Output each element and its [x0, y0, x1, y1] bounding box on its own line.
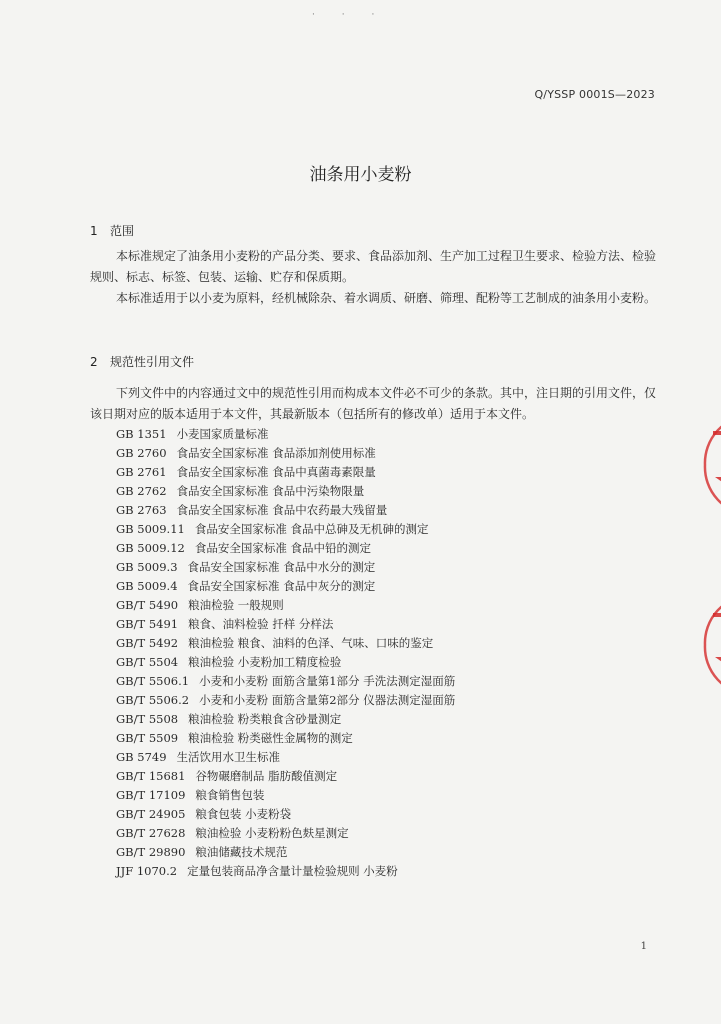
reference-code: GB/T 5491	[116, 617, 179, 631]
reference-item	[116, 805, 656, 824]
section-1-paragraph-1: 本标准规定了油条用小麦粉的产品分类、要求、食品添加剂、生产加工过程卫生要求、检验方法、检验规则、标志、标签、包装、运输、贮存和保质期。	[90, 249, 657, 284]
reference-item	[116, 786, 656, 805]
reference-item	[116, 482, 656, 501]
reference-name: 粮食包装 小麦粉袋	[195, 807, 292, 821]
reference-item	[116, 729, 656, 748]
reference-code: GB 1351	[116, 427, 167, 441]
reference-item	[116, 634, 656, 653]
reference-item	[116, 425, 656, 444]
reference-item	[116, 558, 656, 577]
reference-item	[116, 767, 656, 786]
reference-item	[116, 653, 656, 672]
reference-code: GB/T 5509	[116, 731, 179, 745]
section-1-heading	[90, 222, 134, 239]
reference-item	[116, 843, 656, 862]
reference-name: 粮油检验 小麦粉粉色麸星测定	[195, 826, 349, 840]
reference-name: 小麦国家质量标准	[176, 427, 269, 441]
reference-code: GB 5009.11	[116, 522, 185, 536]
reference-code: GB/T 29890	[116, 845, 186, 859]
reference-code: GB/T 5508	[116, 712, 179, 726]
reference-name: 粮油检验 粉类磁性金属物的测定	[188, 731, 353, 745]
reference-code: GB/T 5506.2	[116, 693, 190, 707]
reference-code: GB/T 15681	[116, 769, 186, 783]
reference-item	[116, 615, 656, 634]
reference-code: GB/T 5492	[116, 636, 179, 650]
section-title: 范围	[110, 224, 135, 238]
reference-code: GB/T 17109	[116, 788, 186, 802]
section-2-heading	[90, 353, 194, 370]
reference-name: 粮食、油料检验 扦样 分样法	[188, 617, 334, 631]
reference-code: GB 2763	[116, 503, 167, 517]
reference-code: GB 5749	[116, 750, 167, 764]
reference-item	[116, 748, 656, 767]
section-1-paragraph-2: 本标准适用于以小麦为原料，经机械除杂、着水调质、研磨、筛理、配粉等工艺制成的油条用小麦粉。	[116, 291, 657, 305]
page-title: 油条用小麦粉	[309, 165, 412, 185]
page-number: 1	[640, 941, 647, 952]
reference-code: GB/T 5504	[116, 655, 179, 669]
reference-name: 食品安全国家标准 食品中灰分的测定	[187, 579, 376, 593]
reference-code: GB 5009.4	[116, 579, 178, 593]
reference-name: 食品安全国家标准 食品中农药最大残留量	[176, 503, 388, 517]
section-2-paragraph-1: 下列文件中的内容通过文中的规范性引用而构成本文件必不可少的条款。其中，注日期的引用文件，仅该日期对应的版本适用于本文件，其最新版本（包括所有的修改单）适用于本文件。	[90, 386, 657, 421]
reference-code: GB 5009.3	[116, 560, 178, 574]
reference-item	[116, 520, 656, 539]
reference-name: 食品安全国家标准 食品中真菌毒素限量	[176, 465, 376, 479]
section-number: 1	[90, 224, 98, 238]
reference-name: 定量包装商品净含量计量检验规则 小麦粉	[187, 864, 398, 878]
section-number: 2	[90, 355, 98, 369]
reference-item	[116, 596, 656, 615]
reference-item	[116, 691, 656, 710]
reference-item	[116, 577, 656, 596]
reference-name: 粮油储藏技术规范	[195, 845, 288, 859]
reference-code: GB/T 5490	[116, 598, 179, 612]
reference-item	[116, 539, 656, 558]
reference-code: GB 5009.12	[116, 541, 185, 555]
reference-name: 谷物碾磨制品 脂肪酸值测定	[195, 769, 338, 783]
reference-code: GB/T 24905	[116, 807, 186, 821]
reference-name: 食品安全国家标准 食品中总砷及无机砷的测定	[194, 522, 429, 536]
reference-item	[116, 710, 656, 729]
reference-name: 粮油检验 粮食、油料的色泽、气味、口味的鉴定	[188, 636, 434, 650]
document-code: Q/YSSP 0001S—2023	[534, 88, 655, 101]
reference-name: 食品安全国家标准 食品中污染物限量	[176, 484, 365, 498]
reference-item	[116, 501, 656, 520]
red-seal-stamp-icon	[691, 405, 721, 765]
section-title: 规范性引用文件	[110, 355, 195, 369]
reference-list	[116, 425, 656, 881]
reference-item	[116, 463, 656, 482]
reference-name: 粮油检验 粉类粮食含砂量测定	[188, 712, 342, 726]
reference-code: JJF 1070.2	[116, 864, 178, 878]
reference-item	[116, 672, 656, 691]
reference-name: 粮油检验 一般规则	[188, 598, 284, 612]
reference-name: 粮油检验 小麦粉加工精度检验	[188, 655, 342, 669]
reference-name: 小麦和小麦粉 面筋含量第1部分 手洗法测定湿面筋	[199, 674, 456, 688]
reference-name: 生活饮用水卫生标准	[176, 750, 281, 764]
reference-item	[116, 824, 656, 843]
reference-code: GB 2760	[116, 446, 167, 460]
reference-name: 食品安全国家标准 食品中水分的测定	[187, 560, 376, 574]
reference-code: GB/T 27628	[116, 826, 186, 840]
reference-name: 食品安全国家标准 食品中铅的测定	[194, 541, 372, 555]
reference-name: 小麦和小麦粉 面筋含量第2部分 仪器法测定湿面筋	[199, 693, 456, 707]
reference-name: 粮食销售包装	[195, 788, 265, 802]
reference-name: 食品安全国家标准 食品添加剂使用标准	[176, 446, 376, 460]
reference-item	[116, 862, 656, 881]
reference-code: GB/T 5506.1	[116, 674, 190, 688]
scan-artifact-marks: · · ·	[312, 10, 387, 20]
reference-item	[116, 444, 656, 463]
reference-code: GB 2761	[116, 465, 167, 479]
reference-code: GB 2762	[116, 484, 167, 498]
